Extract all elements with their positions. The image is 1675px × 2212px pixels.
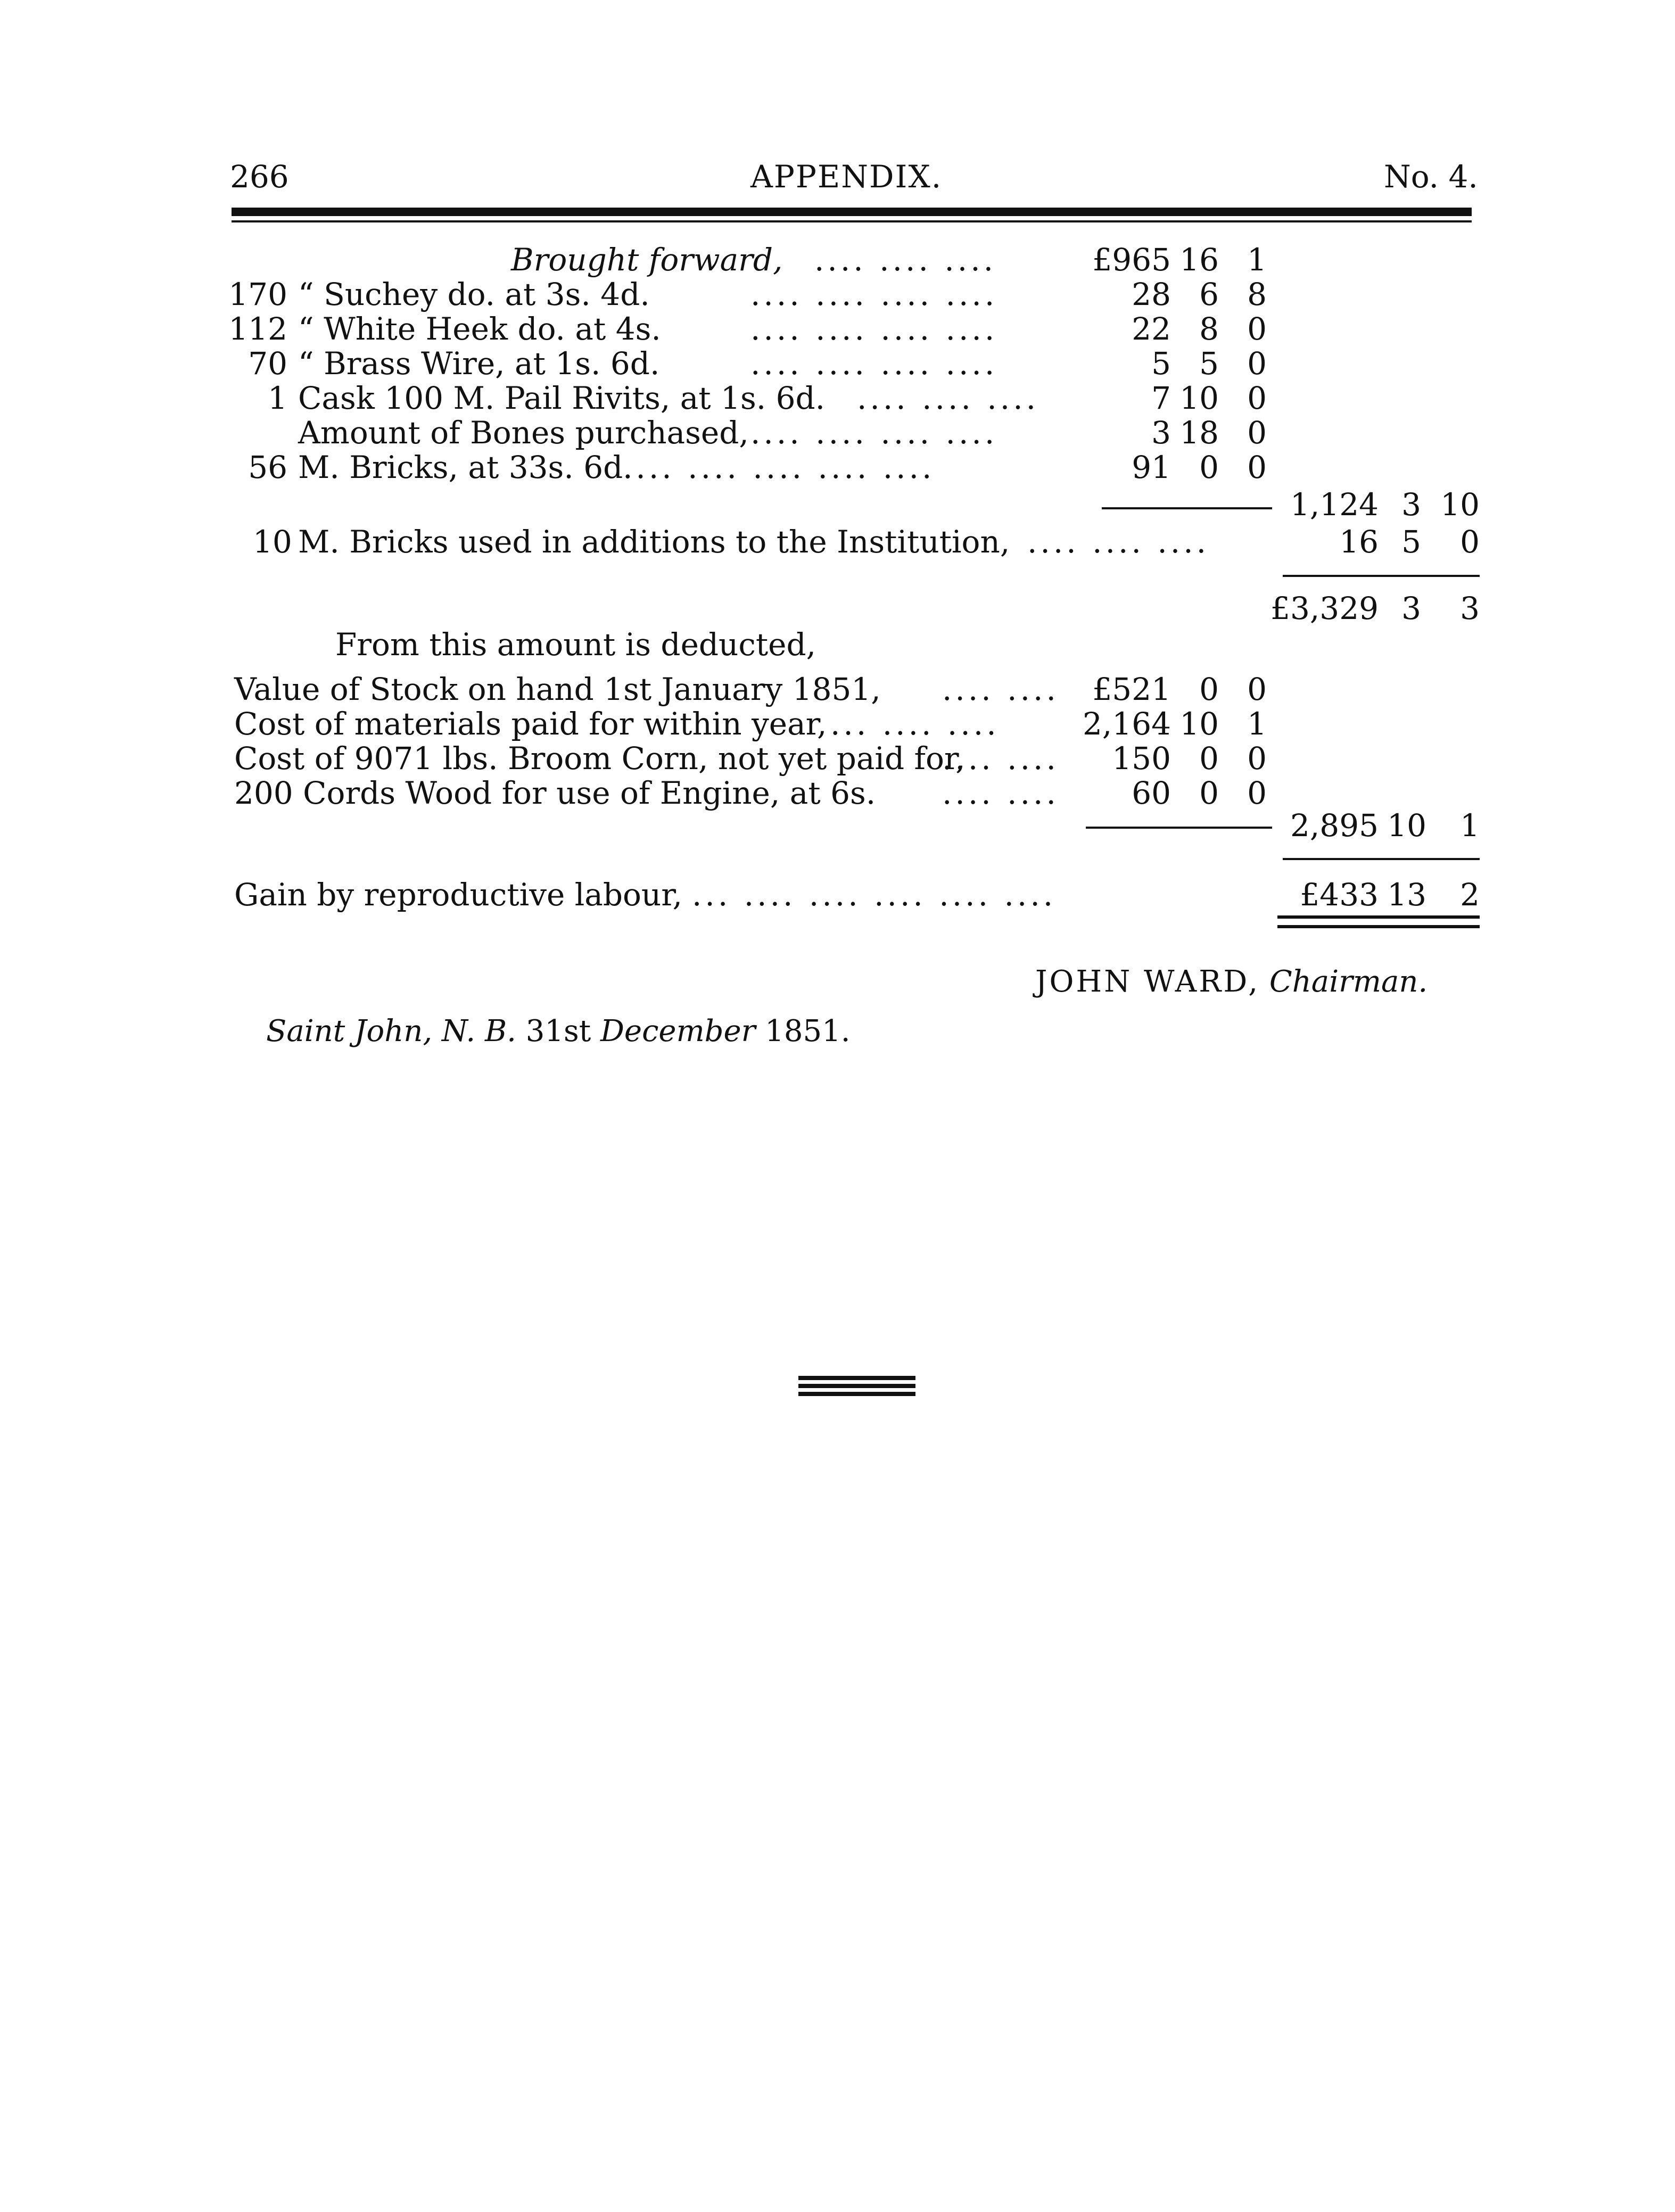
deductions-total-shillings: 10 — [1387, 807, 1426, 844]
deduction-pounds: 150 — [1112, 740, 1171, 777]
item-qty: 56 — [248, 449, 287, 485]
item-pence: 0 — [1247, 449, 1267, 485]
closing-rule-2 — [798, 1384, 915, 1388]
dateline — [266, 1014, 851, 1049]
signature-role: Chairman. — [1269, 964, 1428, 999]
deduction-desc: 200 Cords Wood for use of Engine, at 6s. — [234, 775, 876, 811]
item-desc: “ White Heek do. at 4s. — [298, 311, 661, 347]
gain-top-rule — [1283, 858, 1480, 860]
item-qty: 170 — [228, 276, 287, 312]
item-dots: .... .... .... .... — [750, 311, 998, 347]
item-shillings: 16 — [1179, 242, 1219, 278]
item-pounds: 22 — [1132, 311, 1171, 347]
deductions-heading: From this amount is deducted, — [335, 626, 816, 663]
dateline-year: 1851. — [765, 1014, 851, 1049]
bricks-used-pounds: 16 — [1339, 524, 1379, 560]
dateline-place: Saint John, N. B. — [266, 1014, 516, 1049]
item-shillings: 5 — [1199, 345, 1219, 382]
item-pence: 8 — [1247, 276, 1267, 312]
deduction-shillings: 0 — [1199, 775, 1219, 811]
item-dots: .... .... .... .... — [750, 345, 998, 382]
item-qty: 1 — [268, 380, 287, 416]
item-pence: 0 — [1247, 380, 1267, 416]
total-pence: 3 — [1460, 590, 1480, 626]
gain-pence: 2 — [1460, 877, 1480, 913]
closing-rule-1 — [798, 1376, 915, 1380]
subtotal-shillings: 3 — [1401, 486, 1421, 523]
item-qty: 112 — [228, 311, 287, 347]
gain-pounds: £433 — [1300, 877, 1379, 913]
item-shillings: 8 — [1199, 311, 1219, 347]
bricks-used-dots: .... .... .... — [1027, 524, 1210, 560]
header-rule-thick — [232, 208, 1472, 216]
deduction-desc: Cost of materials paid for within year, — [234, 706, 827, 742]
item-pounds: 91 — [1132, 449, 1171, 485]
deduction-desc: Value of Stock on hand 1st January 1851, — [234, 671, 881, 707]
page-number: 266 — [230, 159, 289, 195]
item-pounds: £965 — [1092, 242, 1171, 278]
deduction-pence: 0 — [1247, 671, 1267, 707]
item-desc: “ Brass Wire, at 1s. 6d. — [298, 345, 660, 382]
deduction-dots: .... .... — [942, 671, 1059, 707]
item-desc: Brought forward, — [511, 242, 783, 278]
gain-shillings: 13 — [1387, 877, 1426, 913]
total-rule — [1283, 575, 1480, 577]
deduction-pounds: £521 — [1092, 671, 1171, 707]
item-shillings: 10 — [1179, 380, 1219, 416]
deduction-shillings: 10 — [1179, 706, 1219, 742]
item-desc: Amount of Bones purchased, — [298, 415, 749, 451]
section-number: No. 4. — [1384, 159, 1478, 195]
deduction-dots: ... .... .... — [830, 706, 1000, 742]
item-dots: .... .... .... .... — [750, 415, 998, 451]
dateline-month: December — [600, 1014, 756, 1049]
subtotal-pence: 10 — [1440, 486, 1480, 523]
item-shillings: 6 — [1199, 276, 1219, 312]
item-dots: .... .... .... — [857, 380, 1039, 416]
item-pence: 0 — [1247, 415, 1267, 451]
item-pounds: 5 — [1151, 345, 1171, 382]
item-desc: Cask 100 M. Pail Rivits, at 1s. 6d. — [298, 380, 826, 416]
total-pounds: £3,329 — [1270, 590, 1379, 626]
item-pounds: 28 — [1132, 276, 1171, 312]
gain-desc: Gain by reproductive labour, — [234, 877, 683, 913]
deduction-pence: 0 — [1247, 775, 1267, 811]
deduction-pounds: 60 — [1132, 775, 1171, 811]
item-dots: .... .... .... .... .... — [623, 449, 935, 485]
header-rule-thin — [232, 220, 1472, 222]
item-desc: “ Suchey do. at 3s. 4d. — [298, 276, 650, 312]
gain-double-rule-2 — [1277, 925, 1480, 928]
bricks-used-qty: 10 — [253, 524, 292, 560]
bricks-used-shillings: 5 — [1401, 524, 1421, 560]
item-desc: M. Bricks, at 33s. 6d. — [298, 449, 633, 485]
deductions-total-pounds: 2,895 — [1290, 807, 1379, 844]
deduction-pence: 0 — [1247, 740, 1267, 777]
item-pence: 0 — [1247, 345, 1267, 382]
item-dots: .... .... .... .... — [750, 276, 998, 312]
deduction-pence: 1 — [1247, 706, 1267, 742]
item-shillings: 0 — [1199, 449, 1219, 485]
deduction-shillings: 0 — [1199, 740, 1219, 777]
deduction-desc: Cost of 9071 lbs. Broom Corn, not yet paid for, — [234, 740, 966, 777]
page-title: APPENDIX. — [750, 159, 943, 195]
item-pounds: 3 — [1151, 415, 1171, 451]
deduction-dots: .... .... — [942, 775, 1059, 811]
gain-dots: ... .... .... .... .... .... — [692, 877, 1057, 913]
item-qty: 70 — [248, 345, 287, 382]
bricks-used-desc: M. Bricks used in additions to the Institution, — [298, 524, 1010, 560]
deductions-rule — [1086, 827, 1272, 829]
subtotal-rule — [1102, 507, 1272, 509]
subtotal-pounds: 1,124 — [1290, 486, 1379, 523]
deduction-shillings: 0 — [1199, 671, 1219, 707]
item-shillings: 18 — [1179, 415, 1219, 451]
item-pence: 1 — [1247, 242, 1267, 278]
closing-rule-3 — [798, 1392, 915, 1396]
total-shillings: 3 — [1401, 590, 1421, 626]
item-dots: .... .... .... — [814, 242, 997, 278]
item-pence: 0 — [1247, 311, 1267, 347]
deductions-total-pence: 1 — [1460, 807, 1480, 844]
deduction-pounds: 2,164 — [1082, 706, 1171, 742]
dateline-day: 31st — [525, 1014, 591, 1049]
deduction-dots: .... .... — [942, 740, 1059, 777]
item-pounds: 7 — [1151, 380, 1171, 416]
bricks-used-pence: 0 — [1460, 524, 1480, 560]
signature — [1035, 964, 1428, 1000]
signature-name: JOHN WARD, — [1035, 964, 1260, 999]
gain-double-rule-1 — [1277, 915, 1480, 919]
